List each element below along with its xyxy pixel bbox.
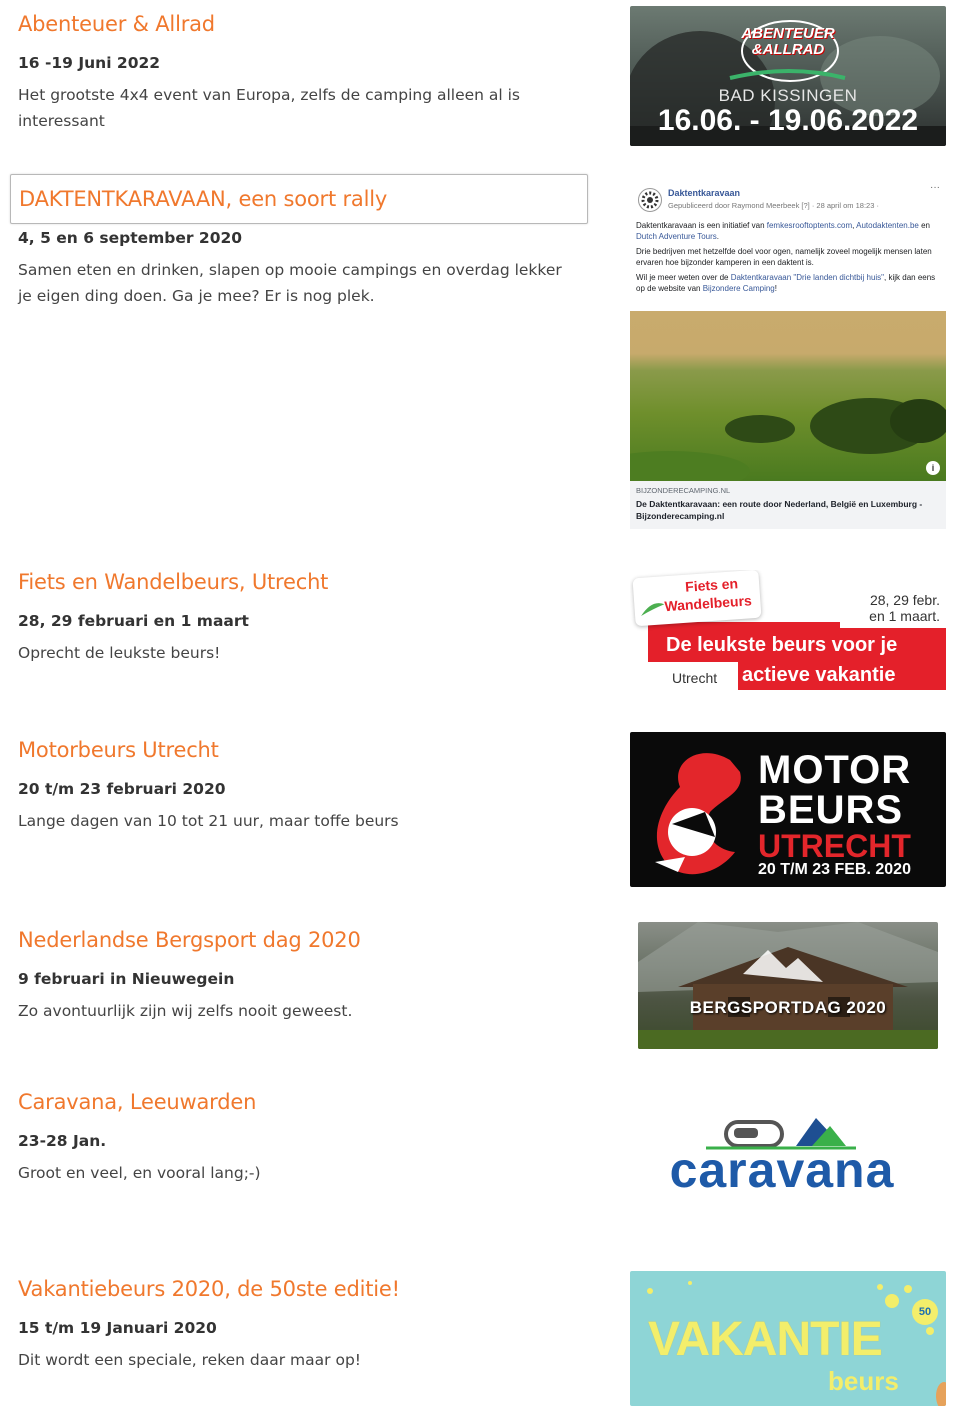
fiets-dates: 28, 29 febr. en 1 maart. bbox=[869, 592, 940, 624]
motor-line-1: MOTOR bbox=[758, 748, 912, 792]
fiets-city: Utrecht bbox=[672, 670, 718, 686]
abenteuer-logo: ABENTEUER &ALLRAD bbox=[741, 25, 835, 58]
event-title[interactable]: Motorbeurs Utrecht bbox=[18, 738, 219, 762]
motor-dates: 20 T/M 23 FEB. 2020 bbox=[758, 861, 911, 878]
daktentkaravaan-facebook-post[interactable] bbox=[630, 180, 946, 529]
event-date: 16 -19 Juni 2022 bbox=[18, 54, 161, 72]
motor-line-2: BEURS bbox=[758, 788, 904, 832]
event-description: Zo avontuurlijk zijn wij zelfs nooit geweest. bbox=[18, 1002, 353, 1020]
mountain-hut-icon bbox=[638, 922, 938, 1049]
event-description: Samen eten en drinken, slapen op mooie campings en overdag lekker je eigen ding doen. Ga je mee? Er is nog plek. bbox=[18, 261, 562, 305]
caravana-wordmark: caravana bbox=[669, 1142, 895, 1198]
event-description: Groot en veel, en vooral lang;-) bbox=[18, 1164, 261, 1182]
motorcycle-rider-icon bbox=[630, 732, 760, 887]
anniversary-badge: 50 bbox=[912, 1299, 938, 1325]
event-title[interactable]: Abenteuer & Allrad bbox=[18, 12, 215, 36]
event-date: 4, 5 en 6 september 2020 bbox=[18, 229, 243, 247]
event-description: Het grootste 4x4 event van Europa, zelfs de camping alleen al is interessant bbox=[18, 86, 521, 130]
event-title[interactable]: Nederlandse Bergsport dag 2020 bbox=[18, 928, 361, 952]
abenteuer-allrad-image[interactable] bbox=[630, 6, 946, 146]
link-domain: BIJZONDERECAMPING.NL bbox=[636, 486, 731, 495]
fiets-logo: Fiets en Wandelbeurs bbox=[632, 570, 761, 626]
gear-logo-icon bbox=[639, 189, 661, 211]
caravana-logo[interactable] bbox=[646, 1114, 918, 1198]
abenteuer-location: BAD KISSINGEN bbox=[718, 86, 858, 105]
event-date: 20 t/m 23 februari 2020 bbox=[18, 780, 226, 798]
event-title[interactable]: Caravana, Leeuwarden bbox=[18, 1090, 257, 1114]
event-date: 23-28 Jan. bbox=[18, 1132, 107, 1150]
more-options-icon[interactable]: ··· bbox=[930, 182, 940, 193]
leaf-icon bbox=[638, 598, 667, 620]
vakantie-word: VAKANTIE bbox=[648, 1313, 882, 1366]
bergsport-label: BERGSPORTDAG 2020 bbox=[689, 998, 887, 1017]
beurs-word: beurs bbox=[828, 1366, 899, 1396]
event-title[interactable]: Vakantiebeurs 2020, de 50ste editie! bbox=[18, 1277, 400, 1301]
link-title: De Daktentkaravaan: een route door Nederland, België en Luxemburg - Bijzonderecamping.nl bbox=[636, 499, 923, 521]
event-date: 9 februari in Nieuwegein bbox=[18, 970, 235, 988]
motor-line-3: UTRECHT bbox=[758, 828, 911, 864]
event-description: Oprecht de leukste beurs! bbox=[18, 644, 221, 662]
event-title[interactable]: Fiets en Wandelbeurs, Utrecht bbox=[18, 570, 329, 594]
info-icon[interactable]: i bbox=[926, 461, 940, 475]
event-date: 28, 29 februari en 1 maart bbox=[18, 612, 249, 630]
event-description: Lange dagen van 10 tot 21 uur, maar toffe beurs bbox=[18, 812, 399, 830]
post-text: Daktentkaravaan is een initiatief van femkesrooftoptents.com, Autodaktenten.be en Dutch Adventure Tours. Drie bedrijven met hetzelfde doel voor ogen, namelijk zoveel mogelijk mensen laten ervaren hoe bijzonder kamperen in een daktent is. Wil je meer weten over de Daktentkaravaan "Drie landen dichtbij huis", kijk dan eens op de website van Bijzondere Camping! bbox=[636, 221, 936, 293]
abenteuer-dates: 16.06. - 19.06.2022 bbox=[657, 104, 919, 137]
fiets-slogan-2: actieve vakantie bbox=[742, 664, 896, 686]
motorbeurs-image[interactable] bbox=[630, 732, 946, 887]
event-title[interactable]: DAKTENTKARAVAAN, een soort rally bbox=[10, 174, 588, 224]
link-preview[interactable] bbox=[630, 481, 946, 529]
landscape-photo bbox=[630, 311, 946, 481]
page-name: Daktentkaravaan bbox=[668, 188, 741, 198]
landscape-trees-icon bbox=[630, 311, 946, 481]
fiets-wandelbeurs-image[interactable] bbox=[630, 570, 946, 690]
event-date: 15 t/m 19 Januari 2020 bbox=[18, 1319, 217, 1337]
page-avatar bbox=[638, 188, 662, 212]
fiets-slogan-1: De leukste beurs voor je bbox=[666, 634, 898, 656]
event-description: Dit wordt een speciale, reken daar maar op! bbox=[18, 1351, 361, 1369]
post-byline: Gepubliceerd door Raymond Meerbeek [?] · 28 april om 18:23 · bbox=[668, 201, 879, 210]
bergsportdag-image[interactable] bbox=[638, 922, 938, 1049]
vakantiebeurs-image[interactable] bbox=[630, 1271, 946, 1406]
